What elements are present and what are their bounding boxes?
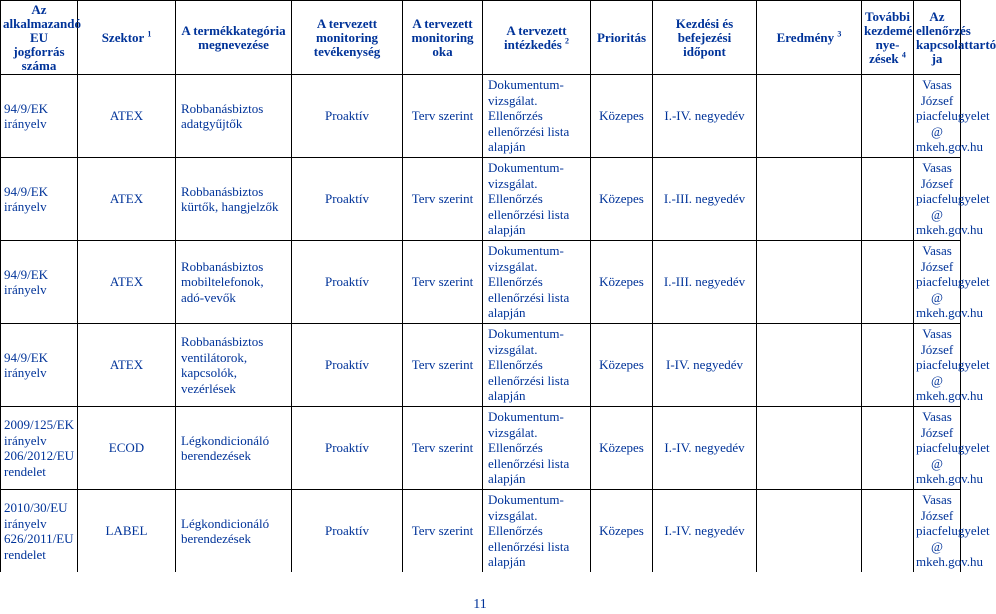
- table-body: [1, 75, 990, 573]
- reason-cell: Terv szerint: [403, 158, 483, 241]
- further-cell: [862, 241, 914, 324]
- table-row: [1, 407, 961, 490]
- reason-cell: Terv szerint: [403, 490, 483, 573]
- column-header: [403, 1, 483, 75]
- source-cell: 2009/125/EK irányelv 206/2012/EU rendelet: [1, 407, 78, 490]
- priority-cell: Közepes: [591, 75, 653, 158]
- column-header-label: Kezdési és befejezési időpont: [675, 15, 734, 59]
- activity-cell: Proaktív: [292, 241, 403, 324]
- reason-cell: Terv szerint: [403, 241, 483, 324]
- column-header: [591, 1, 653, 75]
- sector-cell: ATEX: [78, 158, 176, 241]
- contact-cell: Vasas József piacfelugyelet @ mkeh.gov.hu: [914, 324, 961, 407]
- category-cell: Légkondicionáló berendezések: [176, 490, 292, 573]
- column-header-label: A tervezett monitoring tevékenység: [313, 15, 381, 59]
- column-header-label: Szektor: [101, 29, 145, 45]
- table-row: [1, 75, 961, 158]
- column-header-label: Prioritás: [596, 29, 647, 45]
- reason-cell: Terv szerint: [403, 75, 483, 158]
- source-cell: 2010/30/EU irányelv 626/2011/EU rendelet: [1, 490, 78, 573]
- column-header-label: Eredmény: [776, 29, 835, 45]
- table-row: [1, 324, 961, 407]
- period-cell: I.-III. negyedév: [653, 241, 757, 324]
- column-header: [862, 1, 914, 75]
- measure-cell: Dokumentum-vizsgálat. Ellenőrzés ellenőrzési lista alapján: [483, 241, 591, 324]
- category-cell: Robbanásbiztos mobiltelefonok, adó-vevők: [176, 241, 292, 324]
- contact-cell: Vasas József piacfelugyelet @ mkeh.gov.hu: [914, 407, 961, 490]
- sector-cell: ECOD: [78, 407, 176, 490]
- page-number: 11: [473, 597, 487, 612]
- source-cell: 94/9/EK irányelv: [1, 158, 78, 241]
- source-cell: 94/9/EK irányelv: [1, 241, 78, 324]
- column-header-label: Az alkalmazandó EU jogforrás száma: [3, 1, 82, 73]
- sector-cell: LABEL: [78, 490, 176, 573]
- column-header: [483, 1, 591, 75]
- source-cell: 94/9/EK irányelv: [1, 324, 78, 407]
- category-cell: Légkondicionáló berendezések: [176, 407, 292, 490]
- result-cell: [757, 324, 862, 407]
- measure-cell: Dokumentum-vizsgálat. Ellenőrzés ellenőrzési lista alapján: [483, 324, 591, 407]
- result-cell: [757, 407, 862, 490]
- result-cell: [757, 75, 862, 158]
- footnote-marker: 3: [837, 29, 842, 39]
- header-row: [1, 1, 961, 75]
- category-cell: Robbanásbiztos ventilátorok, kapcsolók, vezérlések: [176, 324, 292, 407]
- column-header: [653, 1, 757, 75]
- table-row: [1, 490, 961, 573]
- table-row: [1, 241, 961, 324]
- further-cell: [862, 490, 914, 573]
- column-header: [1, 1, 82, 75]
- further-cell: [862, 158, 914, 241]
- footnote-marker: 1: [147, 29, 152, 39]
- reason-cell: Terv szerint: [403, 407, 483, 490]
- column-header: [292, 1, 403, 75]
- priority-cell: Közepes: [591, 158, 653, 241]
- period-cell: I.-IV. negyedév: [653, 75, 757, 158]
- column-header: [757, 1, 862, 75]
- period-cell: I.-IV. negyedév: [653, 490, 757, 573]
- column-header-label: Az ellenőrzés kapcsolattartó ja: [916, 8, 996, 66]
- further-cell: [862, 407, 914, 490]
- activity-cell: Proaktív: [292, 407, 403, 490]
- priority-cell: Közepes: [591, 490, 653, 573]
- activity-cell: Proaktív: [292, 75, 403, 158]
- column-header: [914, 1, 996, 75]
- table-row: [1, 158, 961, 241]
- sector-cell: ATEX: [78, 241, 176, 324]
- footnote-marker: 4: [901, 50, 906, 60]
- activity-cell: Proaktív: [292, 490, 403, 573]
- column-header-label: A tervezett intézkedés: [503, 22, 567, 52]
- reason-cell: Terv szerint: [403, 324, 483, 407]
- contact-cell: Vasas József piacfelugyelet @ mkeh.gov.hu: [914, 241, 961, 324]
- column-header-label: További kezdemé nye-zések: [864, 8, 913, 66]
- result-cell: [757, 490, 862, 573]
- activity-cell: Proaktív: [292, 324, 403, 407]
- contact-cell: Vasas József piacfelugyelet @ mkeh.gov.hu: [914, 158, 961, 241]
- result-cell: [757, 241, 862, 324]
- category-cell: Robbanásbiztos adatgyűjtők: [176, 75, 292, 158]
- category-cell: Robbanásbiztos kürtők, hangjelzők: [176, 158, 292, 241]
- priority-cell: Közepes: [591, 407, 653, 490]
- priority-cell: Közepes: [591, 241, 653, 324]
- activity-cell: Proaktív: [292, 158, 403, 241]
- priority-cell: Közepes: [591, 324, 653, 407]
- period-cell: I-IV. negyedév: [653, 324, 757, 407]
- sector-cell: ATEX: [78, 324, 176, 407]
- source-cell: 94/9/EK irányelv: [1, 75, 78, 158]
- contact-cell: Vasas József piacfelugyelet @ mkeh.gov.hu: [914, 490, 961, 573]
- column-header: [78, 1, 176, 75]
- measure-cell: Dokumentum-vizsgálat. Ellenőrzés ellenőrzési lista alapján: [483, 490, 591, 573]
- period-cell: I.-IV. negyedév: [653, 407, 757, 490]
- sector-cell: ATEX: [78, 75, 176, 158]
- further-cell: [862, 324, 914, 407]
- measure-cell: Dokumentum-vizsgálat. Ellenőrzés ellenőrzési lista alapján: [483, 158, 591, 241]
- column-header-label: A tervezett monitoring oka: [411, 15, 474, 59]
- result-cell: [757, 158, 862, 241]
- column-header: [176, 1, 292, 75]
- period-cell: I.-III. negyedév: [653, 158, 757, 241]
- footnote-marker: 2: [565, 36, 570, 46]
- contact-cell: Vasas József piacfelugyelet @ mkeh.gov.hu: [914, 75, 961, 158]
- column-header-label: A termékkategória megnevezése: [181, 22, 286, 52]
- measure-cell: Dokumentum-vizsgálat. Ellenőrzés ellenőrzési lista alapján: [483, 75, 591, 158]
- further-cell: [862, 75, 914, 158]
- measure-cell: Dokumentum-vizsgálat. Ellenőrzés ellenőrzési lista alapján: [483, 407, 591, 490]
